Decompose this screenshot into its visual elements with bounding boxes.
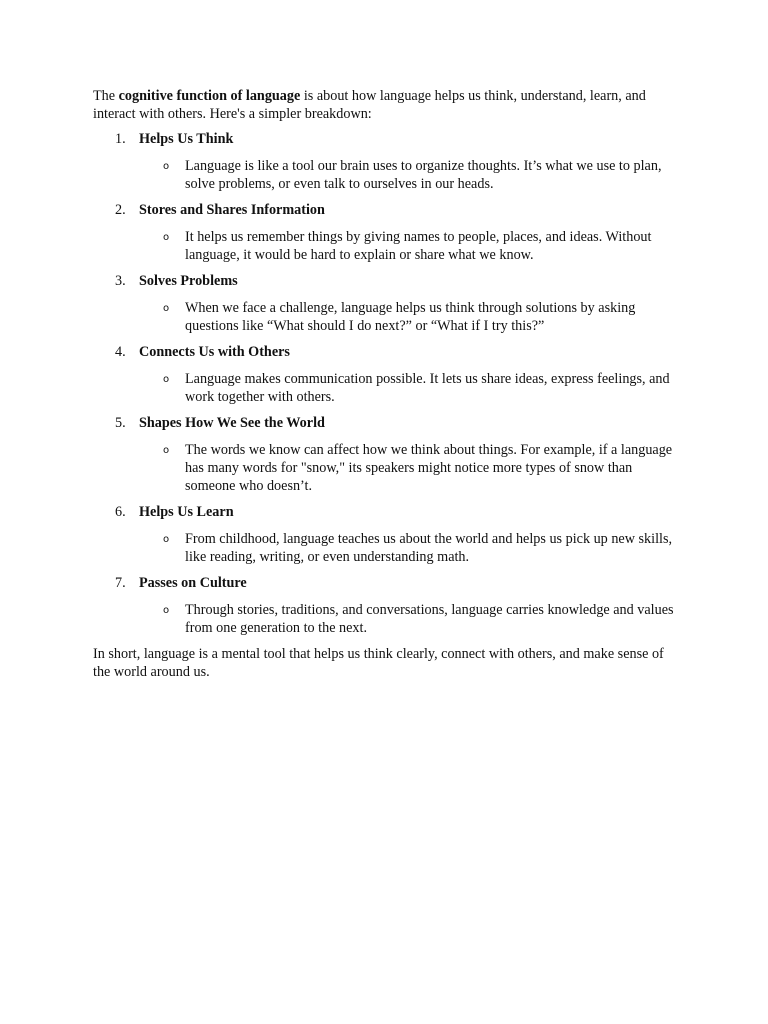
list-number: 3. [115,273,126,289]
list-number: 5. [115,415,126,431]
sub-bullet-row [163,157,678,193]
list-item [93,574,678,637]
document-page [93,87,678,681]
intro-paragraph [93,87,678,123]
hollow-bullet-icon: o [163,534,170,545]
list-item [93,343,678,406]
closing-paragraph: In short, language is a mental tool that helps us think clearly, connect with others, and make sense of the world around us. [93,646,664,680]
sub-bullet-row [163,530,678,566]
hollow-bullet-icon: o [163,605,170,616]
intro-text-after: is about how language helps us think, understand, learn, and interact with others. Here's a simpler breakdown: [93,88,646,122]
list-number: 6. [115,504,126,520]
list-item [93,414,678,495]
list-item-heading-row [115,201,678,219]
list-item-heading-row [115,272,678,290]
list-number: 7. [115,575,126,591]
hollow-bullet-icon: o [163,303,170,314]
list-item-heading-row [115,574,678,592]
list-item-heading: Passes on Culture [139,575,247,591]
list-item [93,503,678,566]
list-item [93,130,678,193]
list-item-heading: Helps Us Think [139,131,234,147]
list-number: 1. [115,131,126,147]
numbered-list [93,130,678,637]
list-item-heading-row [115,414,678,432]
sub-bullet-text: The words we know can affect how we think about things. For example, if a language has many words for "snow," its speakers might notice more types of snow than someone who doesn’t. [185,442,673,494]
list-item-heading-row [115,130,678,148]
sub-bullet-row [163,299,678,335]
sub-bullet-text: Through stories, traditions, and conversations, language carries knowledge and values from one generation to the next. [185,602,674,636]
intro-bold-term: cognitive function of language [118,88,301,104]
list-item-heading: Connects Us with Others [139,344,290,360]
hollow-bullet-icon: o [163,445,170,456]
list-number: 4. [115,344,126,360]
list-number: 2. [115,202,126,218]
list-item-heading: Shapes How We See the World [139,415,325,431]
list-item-heading: Helps Us Learn [139,504,234,520]
hollow-bullet-icon: o [163,161,170,172]
sub-bullet-text: From childhood, language teaches us about the world and helps us pick up new skills, like reading, writing, or even understanding math. [185,531,673,565]
sub-bullet-row [163,441,678,495]
intro-text-before: The [93,88,119,104]
hollow-bullet-icon: o [163,232,170,243]
sub-bullet-row [163,370,678,406]
sub-bullet-text: Language makes communication possible. It lets us share ideas, express feelings, and work together with others. [185,371,670,405]
sub-bullet-row [163,601,678,637]
list-item-heading: Solves Problems [139,273,238,289]
sub-bullet-text: Language is like a tool our brain uses to organize thoughts. It’s what we use to plan, solve problems, or even talk to ourselves in our heads. [185,158,662,192]
sub-bullet-row [163,228,678,264]
list-item [93,272,678,335]
list-item-heading-row [115,343,678,361]
list-item [93,201,678,264]
list-item-heading: Stores and Shares Information [139,202,325,218]
list-item-heading-row [115,503,678,521]
hollow-bullet-icon: o [163,374,170,385]
sub-bullet-text: It helps us remember things by giving names to people, places, and ideas. Without language, it would be hard to explain or share what we know. [185,229,652,263]
sub-bullet-text: When we face a challenge, language helps us think through solutions by asking questions like “What should I do next?” or “What if I try this?” [185,300,636,334]
